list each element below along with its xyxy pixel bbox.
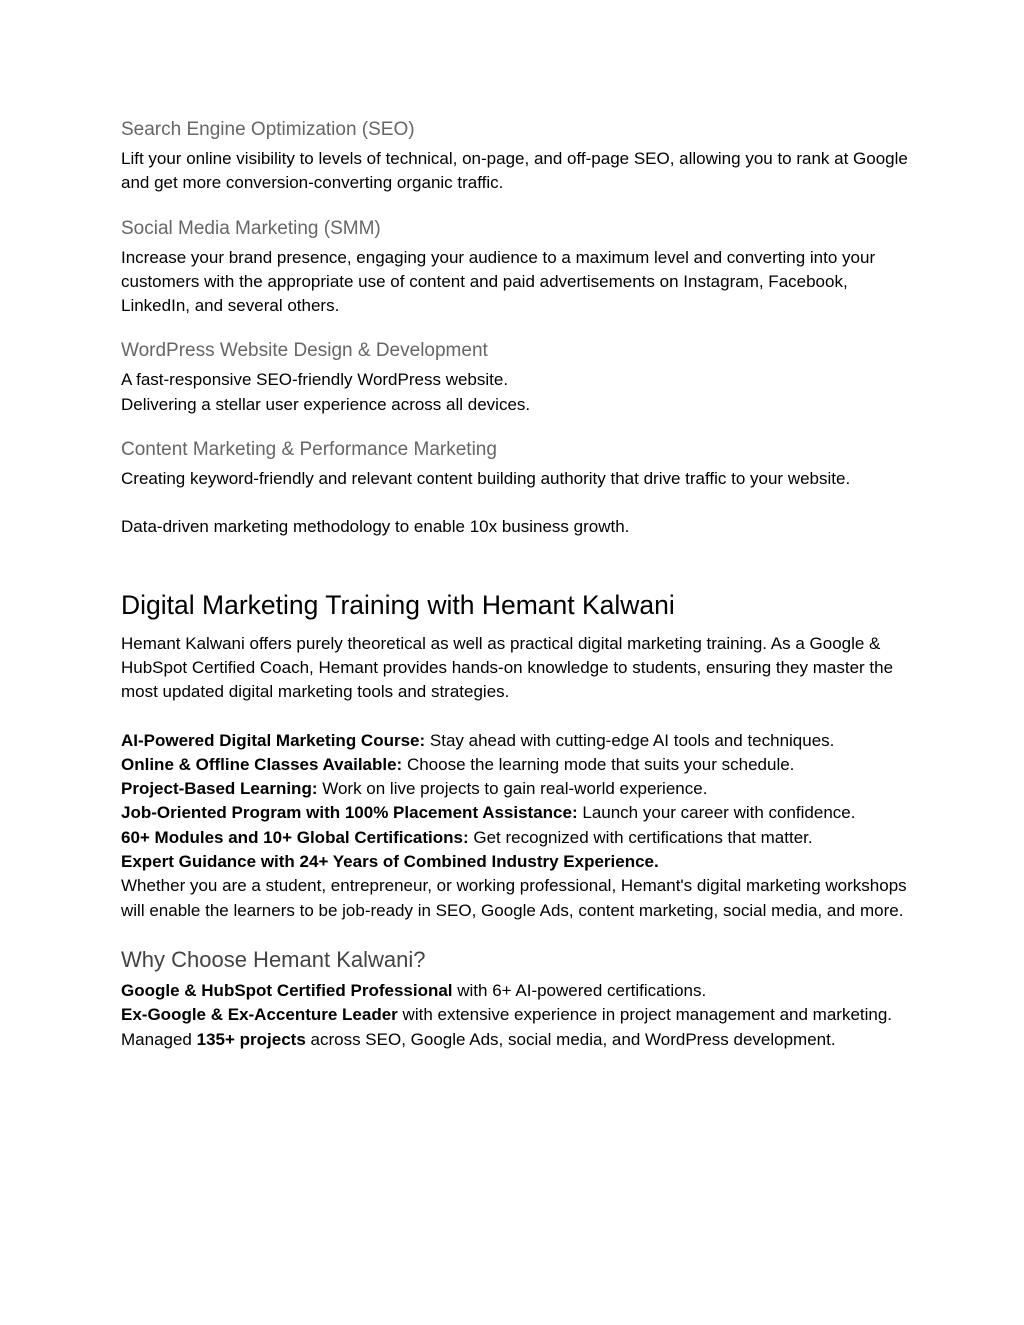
service-heading: Search Engine Optimization (SEO)	[121, 119, 415, 140]
feature-title: AI-Powered Digital Marketing Course:	[121, 730, 426, 750]
training-features	[121, 729, 911, 875]
training-heading: Digital Marketing Training with Hemant Kalwani	[121, 589, 675, 620]
training-intro: Hemant Kalwani offers purely theoretical as well as practical digital marketing training. As a Google & HubSpot Certified Coach, Hemant provides hands-on knowledge to students, ensuring they master the most updated digital marketing tools and strategies.	[121, 633, 894, 702]
feature-title: Project-Based Learning:	[121, 779, 318, 799]
service-smm	[121, 216, 911, 319]
training-closing: Whether you are a student, entrepreneur, or working professional, Hemant's digital marketing workshops will enable the learners to be job-ready in SEO, Google Ads, content marketing, social media, and more.	[121, 876, 907, 920]
feature-item	[121, 729, 911, 753]
service-description-line: A fast-responsive SEO-friendly WordPress website.	[121, 370, 509, 390]
why-item-title: Google & HubSpot Certified Professional	[121, 980, 453, 1000]
feature-title: Online & Offline Classes Available:	[121, 754, 403, 774]
data-driven-line: Data-driven marketing methodology to enable 10x business growth.	[121, 517, 630, 537]
service-wordpress	[121, 338, 911, 417]
service-description: Increase your brand presence, engaging your audience to a maximum level and converting into your customers with the appropriate use of content and paid advertisements on Instagram, Facebook, LinkedIn, and several others.	[121, 247, 876, 316]
service-content-marketing	[121, 437, 911, 491]
feature-text: Get recognized with certifications that matter.	[468, 827, 813, 847]
feature-item	[121, 777, 911, 801]
service-heading: WordPress Website Design & Development	[121, 340, 488, 362]
why-item-text: across SEO, Google Ads, social media, and WordPress development.	[305, 1029, 836, 1049]
service-description-line: Delivering a stellar user experience across all devices.	[121, 394, 531, 414]
why-item-prefix: Managed	[121, 1029, 197, 1049]
feature-item	[121, 850, 911, 874]
why-item-text: with 6+ AI-powered certifications.	[452, 980, 707, 1000]
why-item-title: 135+ projects	[196, 1029, 306, 1049]
feature-text: Choose the learning mode that suits your schedule.	[402, 754, 795, 774]
why-item	[121, 1028, 911, 1052]
why-section	[121, 945, 911, 1052]
why-heading: Why Choose Hemant Kalwani?	[121, 946, 426, 972]
service-description: Lift your online visibility to levels of technical, on-page, and off-page SEO, allowing you to rank at Google and get more conversion-converting organic traffic.	[121, 149, 908, 193]
feature-text: Work on live projects to gain real-world experience.	[317, 779, 708, 799]
why-item-text: with extensive experience in project management and marketing.	[397, 1005, 893, 1025]
feature-item	[121, 801, 911, 825]
service-heading: Content Marketing & Performance Marketing	[121, 439, 497, 461]
why-item-title: Ex-Google & Ex-Accenture Leader	[121, 1005, 398, 1025]
feature-title: 60+ Modules and 10+ Global Certifications:	[121, 827, 469, 847]
feature-text: Stay ahead with cutting-edge AI tools and techniques.	[425, 730, 835, 750]
training-section	[121, 588, 911, 923]
feature-item	[121, 826, 911, 850]
why-item	[121, 1003, 911, 1027]
document-page	[121, 117, 911, 1052]
feature-item	[121, 753, 911, 777]
service-heading: Social Media Marketing (SMM)	[121, 217, 381, 239]
service-description: Creating keyword-friendly and relevant content building authority that drive traffic to your website.	[121, 469, 851, 489]
why-item	[121, 979, 911, 1003]
feature-text: Launch your career with confidence.	[577, 803, 856, 823]
feature-title: Expert Guidance with 24+ Years of Combined Industry Experience.	[121, 852, 659, 872]
feature-title: Job-Oriented Program with 100% Placement Assistance:	[121, 803, 578, 823]
service-seo	[121, 117, 911, 196]
